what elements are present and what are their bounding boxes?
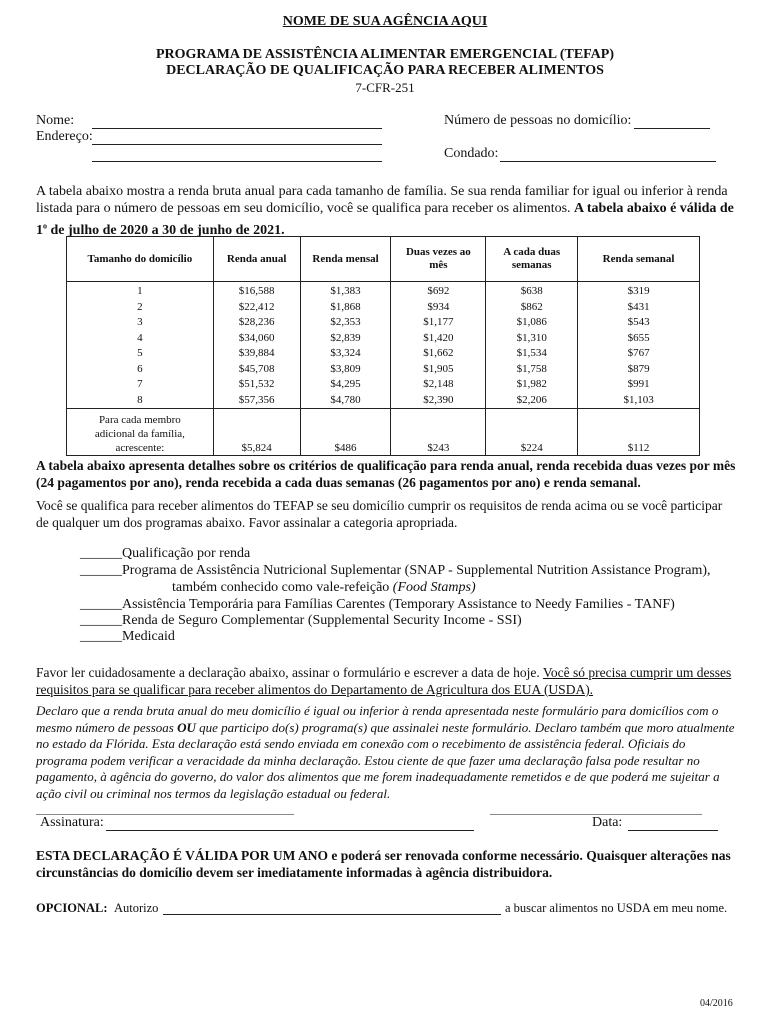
twice-monthly-cell: $692 $934 $1,177 $1,420 $1,662 $1,905 $2,148 $2,390 [391,282,486,409]
name-field-line[interactable] [92,128,382,129]
additional-weekly: $112 [578,409,700,456]
income-table [66,236,700,456]
intro-paragraph [36,183,736,239]
address-label: Endereço: [36,129,93,144]
table-header: A cada duas semanas [486,237,578,282]
option-blank[interactable]: ______ [80,613,122,628]
validity-note: ESTA DECLARAÇÃO É VÁLIDA POR UM ANO e poderá ser renovada conforme necessário. Quaisquer alterações nas circunstâncias do domicílio devem ser imediatamente informadas à agência distribuidora. [36,848,731,880]
signature-label: Assinatura: [40,815,104,830]
table-data-row [67,282,700,409]
additional-member-label: Para cada membro adicional da família, acrescente: [67,409,214,456]
additional-member-row [67,409,700,456]
option-blank[interactable]: ______ [80,629,122,644]
household-size-cell: 1 2 3 4 5 6 7 8 [67,282,214,409]
table-header: Renda anual [213,237,300,282]
biweekly-cell: $638 $862 $1,086 $1,310 $1,534 $1,758 $1,982 $2,206 [486,282,578,409]
additional-twice-monthly: $243 [391,409,486,456]
additional-monthly: $486 [300,409,391,456]
intro-validity: A tabela abaixo é válida de 1$^o$ de julho de 2020 a 30 de junho de 2021. [36,201,734,238]
footer-date: 04/2016 [700,998,733,1009]
option-blank[interactable]: ______ [80,597,122,612]
optional-tail: a buscar alimentos no USDA em meu nome. [505,901,728,915]
table-header: Duas vezes ao mês [391,237,486,282]
option-blank[interactable]: ______ [80,546,122,561]
address-field-line-2[interactable] [92,161,382,162]
additional-biweekly: $224 [486,409,578,456]
form-code: 7-CFR-251 [355,80,415,95]
option-income[interactable]: ______Qualificação por renda [80,546,251,561]
agency-title: NOME DE SUA AGÊNCIA AQUI [282,14,488,29]
signature-line[interactable] [106,830,474,831]
table-header: Tamanho do domicílio [67,237,214,282]
read-note: Favor ler cuidadosamente a declaração abaixo, assinar o formulário e escrever a data de hoje. Você só precisa cumprir um desses requisitos para se qualificar para receber alimentos do Departamento de Agricultura dos EUA (USDA). [36,665,732,697]
option-tanf[interactable]: ______Assistência Temporária para Famílias Carentes (Temporary Assistance to Needy Families - TANF) [80,597,675,612]
county-label: Condado: [444,146,499,161]
county-field-line[interactable] [500,161,716,162]
weekly-income-cell: $319 $431 $543 $655 $767 $879 $991 $1,103 [578,282,700,409]
name-label: Nome: [36,113,75,128]
declaration-text: Declaro que a renda bruta anual do meu domicílio é igual ou inferior à renda apresentada neste formulário para domicílios com o mesmo número de pessoas OU que participo do(s) programa(s) que assinalei neste formulário. Declaro também que moro atualmente no estado da Flórida. Esta declaração está sendo enviada em conexão com o recebimento de assistência federal. Oficiais do programa podem verificar a veracidade da minha declaração. Estou ciente de que fazer uma declaração falsa pode resultar no pagamento, à agência do governo, do valor dos alimentos que me forem inadequadamente remetidos e de que poderá me sujeitar a ação civil ou criminal nos termos da legislação estadual ou federal. [36,703,735,801]
additional-annual: $5,824 [213,409,300,456]
date-label: Data: [592,815,623,830]
option-ssi[interactable]: ______Renda de Seguro Complementar (Supplemental Security Income - SSI) [80,613,522,628]
table-header: Renda mensal [300,237,391,282]
optional-text: Autorizo [114,901,159,915]
date-line[interactable] [628,830,718,831]
optional-label: OPCIONAL: [36,901,108,915]
household-count-label: Número de pessoas no domicílio: [444,113,632,128]
household-count-line[interactable] [634,128,710,129]
option-medicaid[interactable]: ______Medicaid [80,629,175,644]
intro-text: A tabela abaixo mostra a renda bruta anual para cada tamanho de família. Se sua renda familiar for igual ou inferior à renda listada para o número de pessoas em seu domicílio, você se qualifica para receber os alimentos. [36,184,728,216]
table-header: Renda semanal [578,237,700,282]
table-header-row [67,237,700,282]
option-snap-cont: também conhecido como vale-refeição (Food Stamps) [172,580,476,595]
table-note: A tabela abaixo apresenta detalhes sobre os critérios de qualificação para renda anual, renda recebida duas vezes por mês (24 pagamentos por ano), renda recebida a cada duas semanas (26 pagamentos por ano) e renda semanal. [36,458,736,490]
annual-income-cell: $16,588 $22,412 $28,236 $34,060 $39,884 $45,708 $51,532 $57,356 [213,282,300,409]
monthly-income-cell: $1,383 $1,868 $2,353 $2,839 $3,324 $3,809 $4,295 $4,780 [300,282,391,409]
optional-name-line[interactable] [163,914,501,915]
option-snap[interactable]: ______Programa de Assistência Nutricional Suplementar (SNAP - Supplemental Nutrition Assistance Program), [80,563,711,578]
declaration-title: DECLARAÇÃO DE QUALIFICAÇÃO PARA RECEBER ALIMENTOS [166,63,604,78]
option-blank[interactable]: ______ [80,563,122,578]
qualify-text: Você se qualifica para receber alimentos do TEFAP se seu domicílio cumprir os requisitos de renda acima ou se você participar de qualquer um dos programas abaixo. Favor assinalar a categoria apropriada. [36,498,723,530]
address-field-line[interactable] [92,144,382,145]
program-title: PROGRAMA DE ASSISTÊNCIA ALIMENTAR EMERGENCIAL (TEFAP) [155,47,615,62]
